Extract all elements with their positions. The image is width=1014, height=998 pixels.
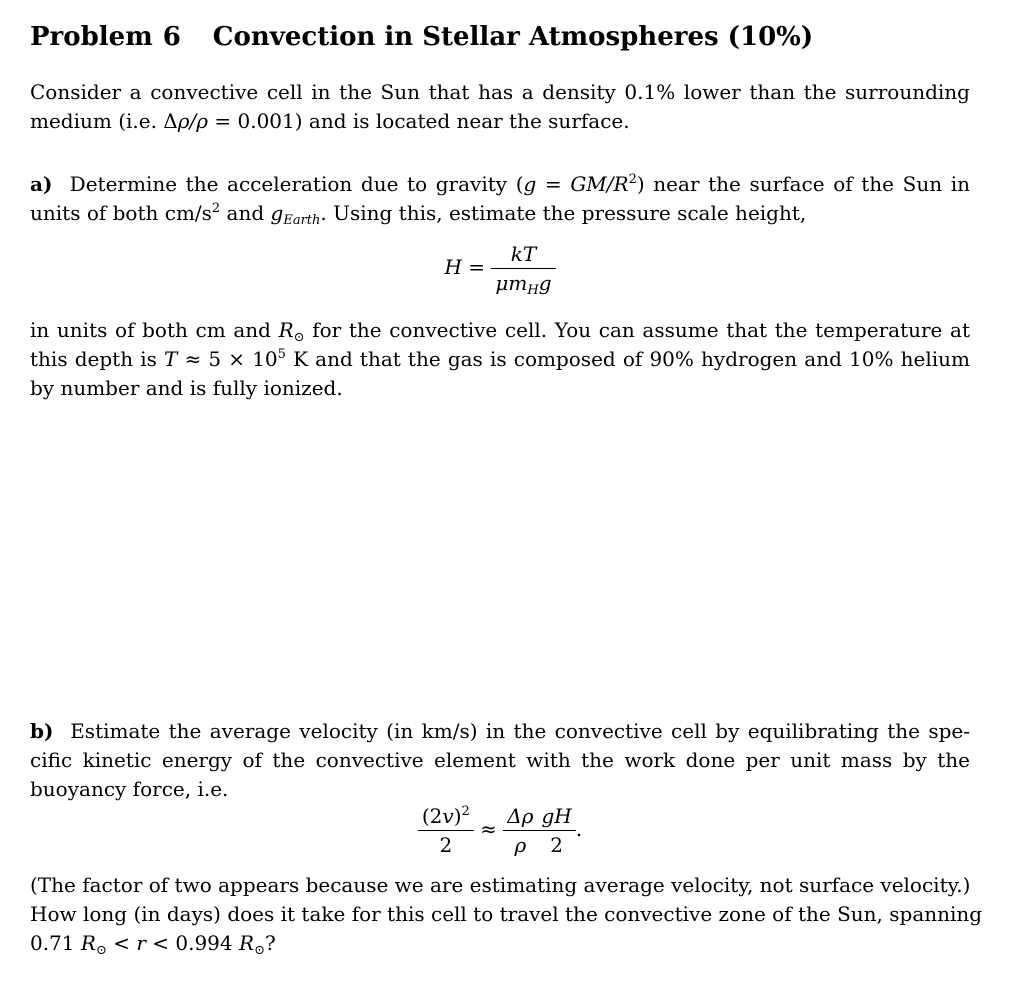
part-a-line-1: a) Determine the acceleration due to gravity $(g = GM/R^2)$ near the surface of the Sun in — [30, 172, 970, 196]
part-b-line-2: cific kinetic energy of the convective element with the work done per unit mass by the — [30, 748, 970, 772]
intro-line-1: Consider a convective cell in the Sun that has a density 0.1% lower than the surrounding — [30, 80, 970, 104]
part-b-paragraph — [30, 717, 970, 804]
intro-line-2: medium (i.e. Δρ/ρ = 0.001) and is located near the surface. — [30, 109, 630, 133]
part-a-line-4: this depth is $T \approx 5 \times 10^5$ K and that the gas is composed of 90% hydrogen and 10% helium — [30, 347, 970, 371]
part-a-paragraph — [30, 170, 970, 228]
part-a-line-2: units of both $cm/s^2$ and $g_{Earth}$. Using this, estimate the pressure scale height, — [30, 201, 807, 228]
part-b-line-5: How long (in days) does it take for this cell to travel the convective zone of the Sun, spanning — [30, 902, 983, 926]
part-b-label: b) — [30, 719, 54, 743]
problem-number: 6 — [162, 22, 181, 52]
part-b-line-4: (The factor of two appears because we are estimating average velocity, not surface velocity.) — [30, 873, 971, 897]
problem-title: Convection in Stellar Atmospheres (10%) — [212, 22, 814, 52]
intro-paragraph — [30, 78, 970, 136]
part-a-continuation — [30, 316, 970, 403]
part-b-line-6: 0.71 $R_⊙ < r < 0.994$ $R_⊙$? — [30, 931, 276, 958]
part-b-line-1: b) Estimate the average velocity (in km/s) in the convective cell by equilibrating the spe- — [30, 719, 970, 743]
problem-label: Problem — [30, 22, 153, 52]
kinetic-fraction: $\frac{(2v)^2}{2}$ — [418, 804, 474, 857]
scale-height-equation: H = $\frac{kT}{\mu m_Hg}$ — [30, 242, 970, 295]
part-b-line-3: buoyancy force, i.e. — [30, 777, 229, 801]
work-fraction: $\frac{gH}{2}$ — [538, 804, 576, 857]
part-b-continuation — [30, 871, 983, 958]
problem-heading — [30, 22, 813, 52]
part-a-label: a) — [30, 172, 53, 196]
velocity-equation: $\frac{(2v)^2}{2}$ ≈ $\frac{\Delta\rho}{\rho}$ $\frac{gH}{2}$ . — [30, 804, 970, 857]
part-a-line-3: in units of both cm and $R_⊙$ for the convective cell. You can assume that the temperature at — [30, 318, 970, 345]
part-a-line-5: by number and is fully ionized. — [30, 376, 343, 400]
density-fraction: $\frac{\Delta\rho}{\rho}$ — [503, 804, 537, 857]
scale-height-fraction: $\frac{kT}{\mu m_Hg}$ — [491, 242, 555, 295]
